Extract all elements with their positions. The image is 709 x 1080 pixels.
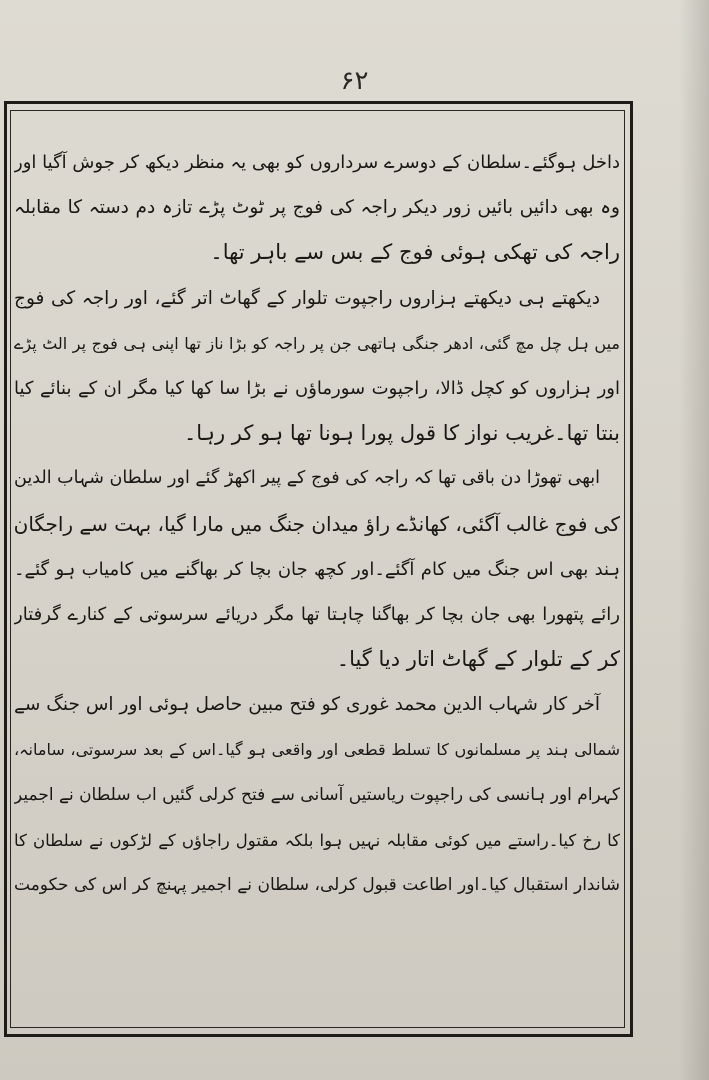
- urdu-text-body: [14, 140, 620, 908]
- text-line: کہرام اور ہانسی کی راجپوت ریاستیں آسانی سے فتح کرلی گئیں اب سلطان نے اجمیر: [14, 784, 620, 805]
- text-line: وہ بھی دائیں بائیں زور دیکر راجہ کی فوج پر ٹوٹ پڑے تازہ دم دستہ کا مقابلہ: [14, 197, 620, 219]
- text-line: میں ہل چل مچ گئی، ادھر جنگی ہاتھی جن پر راجہ کو بڑا ناز تھا اپنی ہی فوج پر الٹ پڑے: [14, 333, 620, 353]
- text-line: ہند بھی اس جنگ میں کام آگئے۔اور کچھ جان بچا کر بھاگنے میں کامیاب ہو گئے۔: [14, 558, 620, 580]
- text-line: کا رخ کیا۔راستے میں کوئی مقابلہ نہیں ہوا بلکہ مقتول راجاؤں کے لڑکوں نے سلطان کا: [14, 830, 620, 850]
- text-line: رائے پتھورا بھی جان بچا کر بھاگنا چاہتا تھا مگر دریائے سرسوتی کے کنارے گرفتار: [14, 603, 620, 625]
- text-line: کی فوج غالب آگئی، کھانڈے راؤ میدان جنگ میں مارا گیا، بہت سے راجگان: [14, 511, 620, 536]
- text-line: شاندار استقبال کیا۔اور اطاعت قبول کرلی، سلطان نے اجمیر پہنچ کر اس کی حکومت: [14, 875, 620, 895]
- text-line: کر کے تلوار کے گھاٹ اتار دیا گیا۔: [336, 647, 620, 672]
- text-line: دیکھتے ہی دیکھتے ہزاروں راجپوت تلوار کے گھاٹ اتر گئے، اور راجہ کی فوج: [14, 287, 600, 309]
- text-line: ابھی تھوڑا دن باقی تھا کہ راجہ کی فوج کے پیر اکھڑ گئے اور سلطان شہاب الدین: [14, 468, 600, 489]
- text-line: داخل ہوگئے۔سلطان کے دوسرے سرداروں کو بھی یہ منظر دیکھ کر جوش آگیا اور: [14, 152, 620, 173]
- page-number: ۶۲: [340, 66, 369, 96]
- page-edge-shadow: [679, 0, 709, 1080]
- text-line: اور ہزاروں کو کچل ڈالا، راجپوت سورماؤں نے بڑا سا کھا کیا مگر ان کے بنائے کیا: [14, 377, 620, 399]
- text-line: آخر کار شہاب الدین محمد غوری کو فتح مبین حاصل ہوئی اور اس جنگ سے: [14, 694, 600, 716]
- text-line: بنتا تھا۔غریب نواز کا قول پورا ہونا تھا ہو کر رہا۔: [183, 421, 620, 446]
- text-line: راجہ کی تھکی ہوئی فوج کے بس سے باہر تھا۔: [210, 240, 620, 265]
- text-line: شمالی ہند پر مسلمانوں کا تسلط قطعی اور واقعی ہو گیا۔اس کے بعد سرسوتی، سامانہ،: [14, 740, 620, 760]
